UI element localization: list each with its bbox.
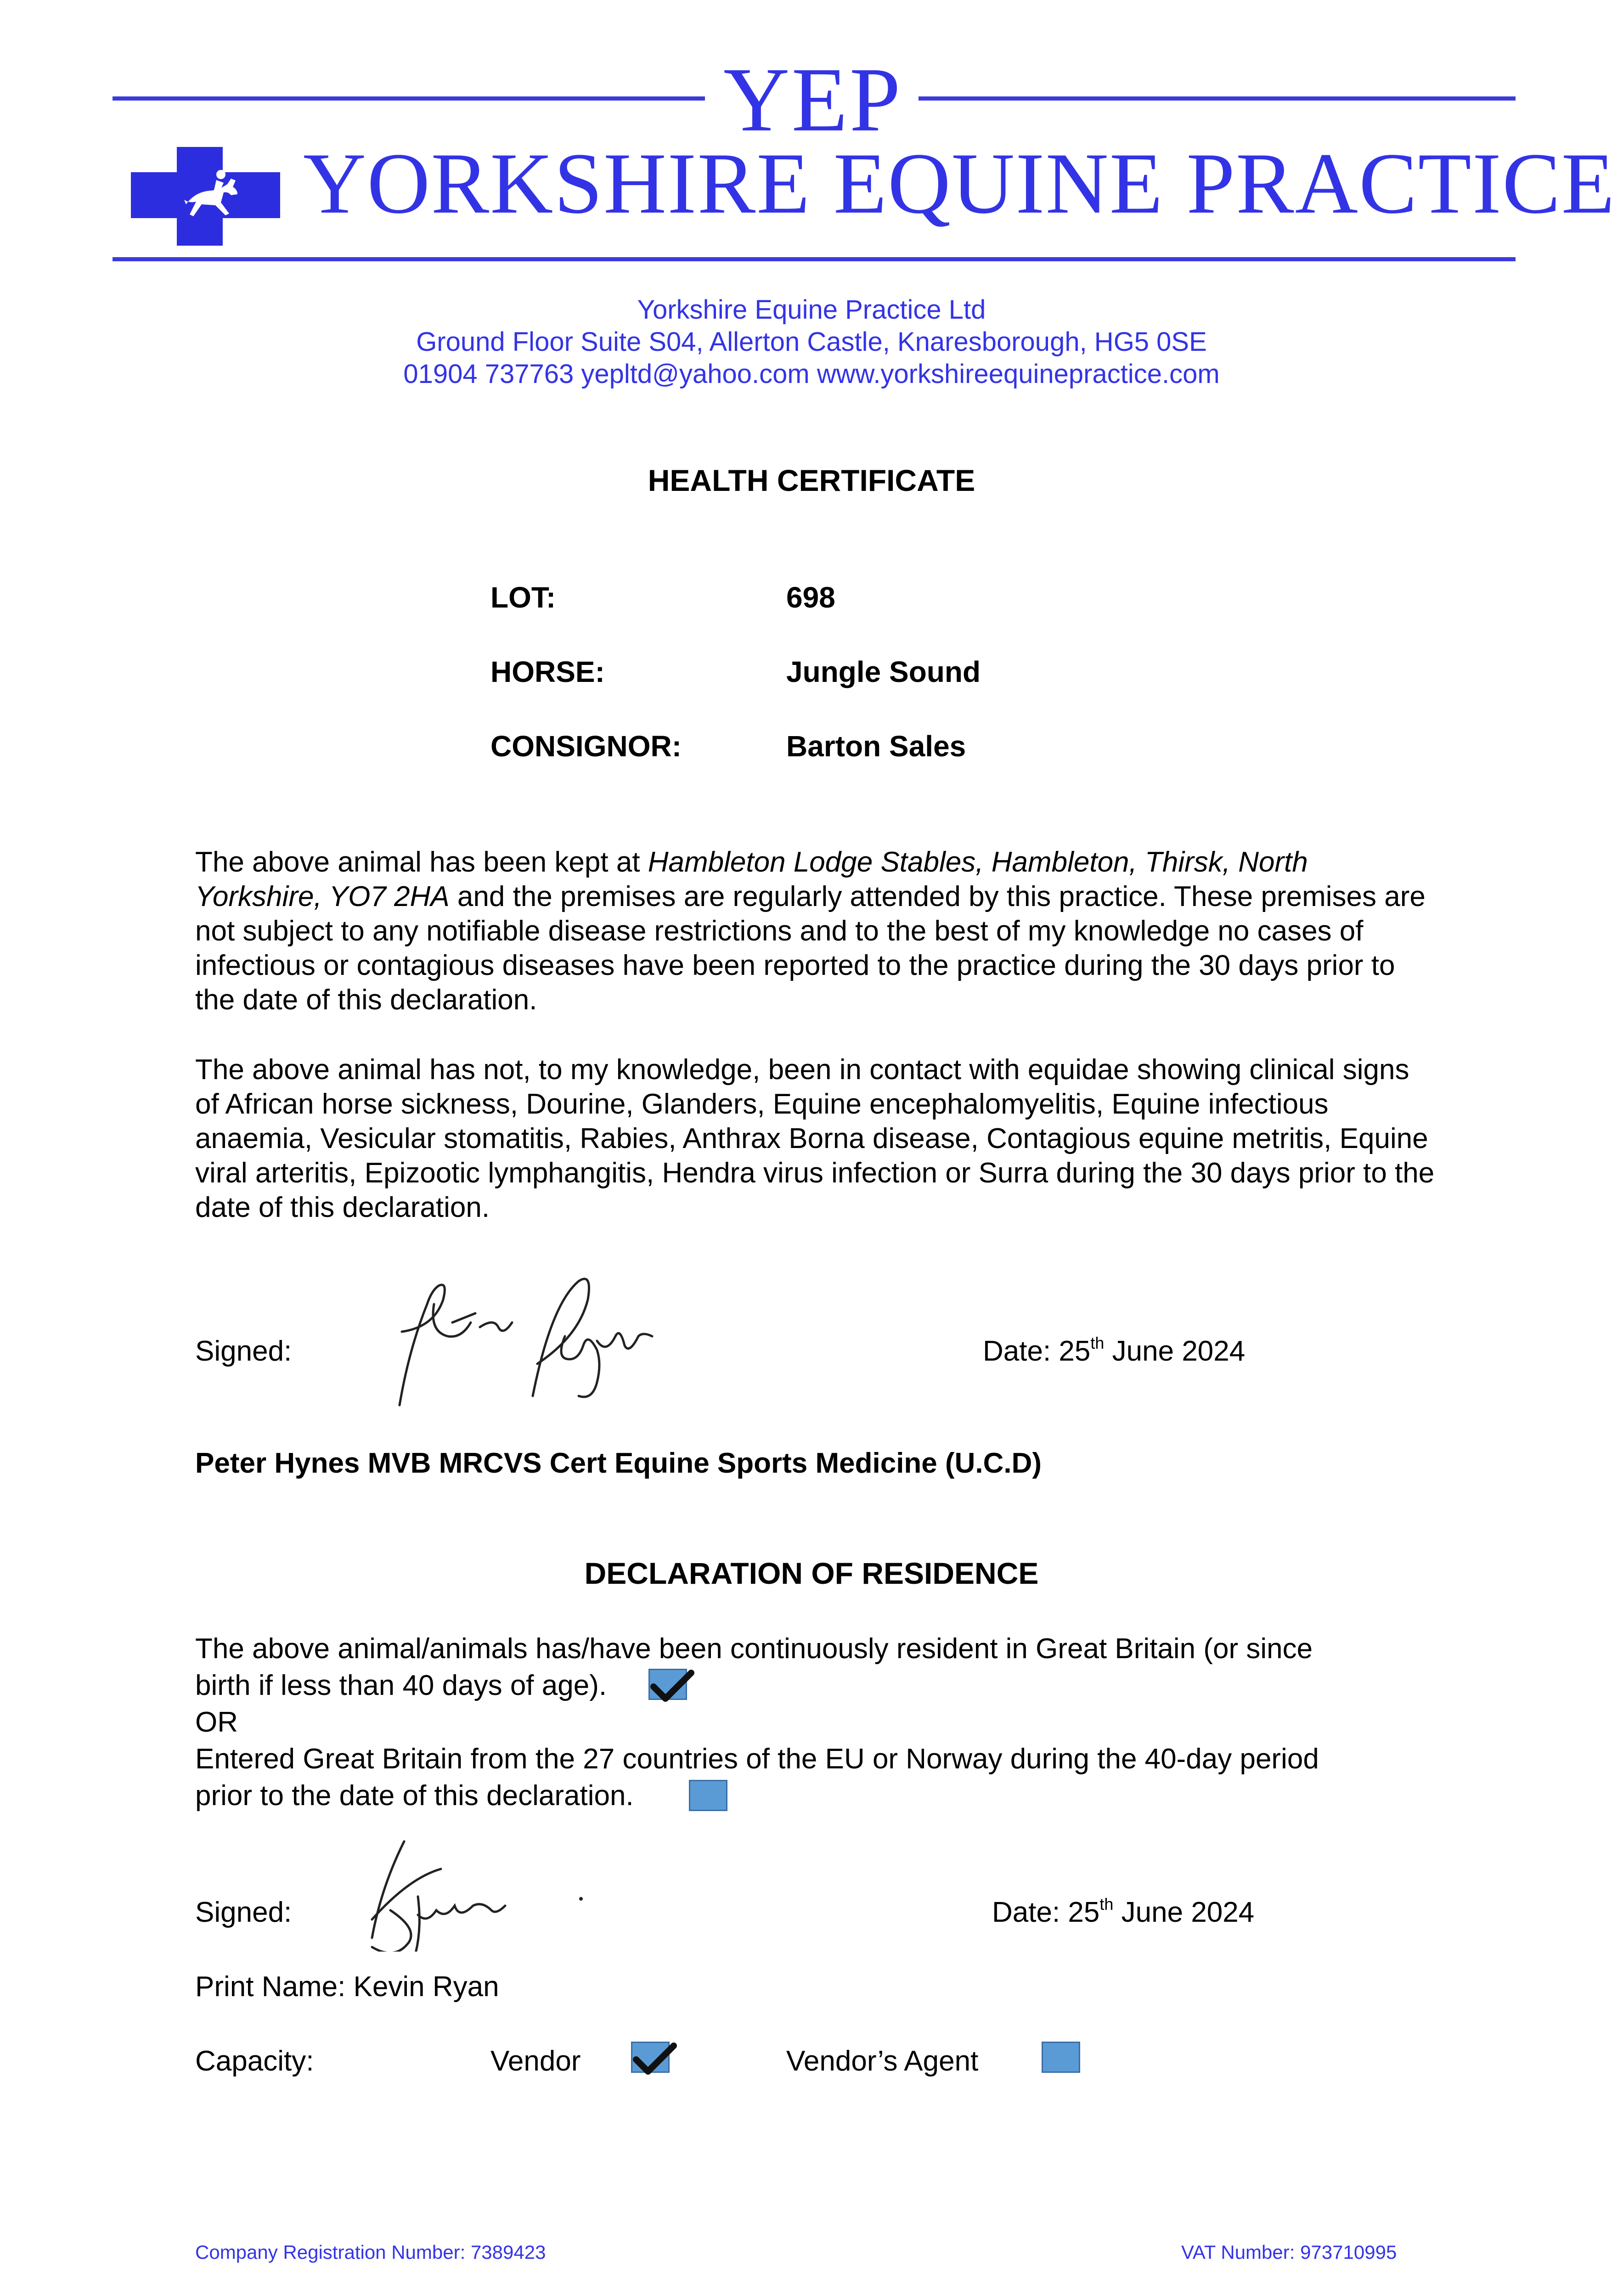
declaration-title: DECLARATION OF RESIDENCE bbox=[584, 1556, 1039, 1590]
company-registration: Company Registration Number: 7389423 bbox=[195, 2241, 546, 2263]
eu-entry-checkbox[interactable] bbox=[689, 1780, 727, 1811]
header-rule-bottom bbox=[113, 257, 1516, 261]
declaration-line2: birth if less than 40 days of age). bbox=[195, 1670, 607, 1701]
vendor-date-suffix: th bbox=[1099, 1895, 1114, 1914]
para1-rest: and the premises are regularly attended by this practice. These premises are not subject to any notifiable disease restrictions and to the best of my knowledge no cases of infectious or contagious diseases have been reported to the practice during the 30 days prior to the date of this declaration. bbox=[195, 881, 1426, 1016]
vendor-date-rest: June 2024 bbox=[1113, 1896, 1255, 1928]
practice-name: YORKSHIRE EQUINE PRACTICE bbox=[303, 135, 1616, 232]
vendor-date-label: Date: bbox=[992, 1896, 1068, 1928]
vendors-agent-checkbox[interactable] bbox=[1042, 2042, 1080, 2073]
vendor-signed-label: Signed: bbox=[195, 1896, 292, 1928]
para1-prefix: The above animal has been kept at bbox=[195, 846, 648, 878]
lot-label: LOT: bbox=[490, 581, 556, 614]
vet-date-day: 25 bbox=[1059, 1335, 1091, 1367]
cross-horse-logo-icon bbox=[131, 147, 280, 246]
vet-signed-label: Signed: bbox=[195, 1335, 292, 1367]
capacity-label: Capacity: bbox=[195, 2045, 314, 2077]
checkmark-icon bbox=[647, 1656, 698, 1707]
vet-date-label: Date: bbox=[983, 1335, 1059, 1367]
premises-paragraph bbox=[195, 845, 1435, 1017]
vendor-signature bbox=[340, 1832, 597, 1952]
consignor-label: CONSIGNOR: bbox=[490, 730, 682, 763]
logo-letters: YEP bbox=[723, 49, 902, 151]
header-rule-left bbox=[113, 96, 705, 101]
vendor-date-day: 25 bbox=[1068, 1896, 1100, 1928]
vet-signature bbox=[372, 1267, 675, 1419]
declaration-line3: Entered Great Britain from the 27 countries of the EU or Norway during the 40-day period bbox=[195, 1743, 1319, 1775]
declaration-line4: prior to the date of this declaration. bbox=[195, 1780, 634, 1812]
consignor-value: Barton Sales bbox=[786, 730, 966, 763]
lot-value: 698 bbox=[786, 581, 835, 614]
vet-name: Peter Hynes MVB MRCVS Cert Equine Sports Medicine (U.C.D) bbox=[195, 1447, 1042, 1479]
header-rule-right bbox=[919, 96, 1516, 101]
declaration-or: OR bbox=[195, 1706, 238, 1738]
vet-date-rest: June 2024 bbox=[1104, 1335, 1245, 1367]
para2-text: The above animal has not, to my knowledge, been in contact with equidae showing clinical signs of African horse sickness, Dourine, Glanders, Equine encephalomyelitis, Equine infectious anaemia, Vesicular stomatitis, Rabies, Anthrax Borna disease, Contagious equine metritis, Equine viral arteritis, Epizootic lymphangitis, Hendra virus infection or Surra during the 30 days prior to the date of this declaration. bbox=[195, 1054, 1435, 1223]
premises-location: Hambleton Lodge Stables, Hambleton, Thirsk, North Yorkshire, YO7 2HA bbox=[195, 846, 1308, 912]
vet-date-suffix: th bbox=[1090, 1334, 1105, 1353]
company-name: Yorkshire Equine Practice Ltd bbox=[637, 295, 986, 325]
company-contact: 01904 737763 yepltd@yahoo.com www.yorkshireequinepractice.com bbox=[403, 359, 1220, 389]
certificate-title: HEALTH CERTIFICATE bbox=[648, 463, 975, 497]
vendor-date bbox=[992, 1896, 1254, 1929]
vendor-label: Vendor bbox=[490, 2045, 581, 2077]
resident-checkbox[interactable] bbox=[648, 1669, 687, 1700]
horse-value: Jungle Sound bbox=[786, 655, 981, 688]
contact-paragraph bbox=[195, 1052, 1435, 1225]
vendor-checkbox[interactable] bbox=[631, 2042, 670, 2073]
declaration-line1: The above animal/animals has/have been continuously resident in Great Britain (or since bbox=[195, 1633, 1313, 1665]
company-address: Ground Floor Suite S04, Allerton Castle, Knaresborough, HG5 0SE bbox=[416, 327, 1207, 357]
horse-label: HORSE: bbox=[490, 655, 605, 688]
checkmark-icon bbox=[630, 2029, 680, 2080]
print-name: Print Name: Kevin Ryan bbox=[195, 1971, 499, 2003]
vat-number: VAT Number: 973710995 bbox=[1181, 2241, 1397, 2263]
vet-date bbox=[983, 1335, 1245, 1367]
vendors-agent-label: Vendor’s Agent bbox=[786, 2045, 979, 2077]
